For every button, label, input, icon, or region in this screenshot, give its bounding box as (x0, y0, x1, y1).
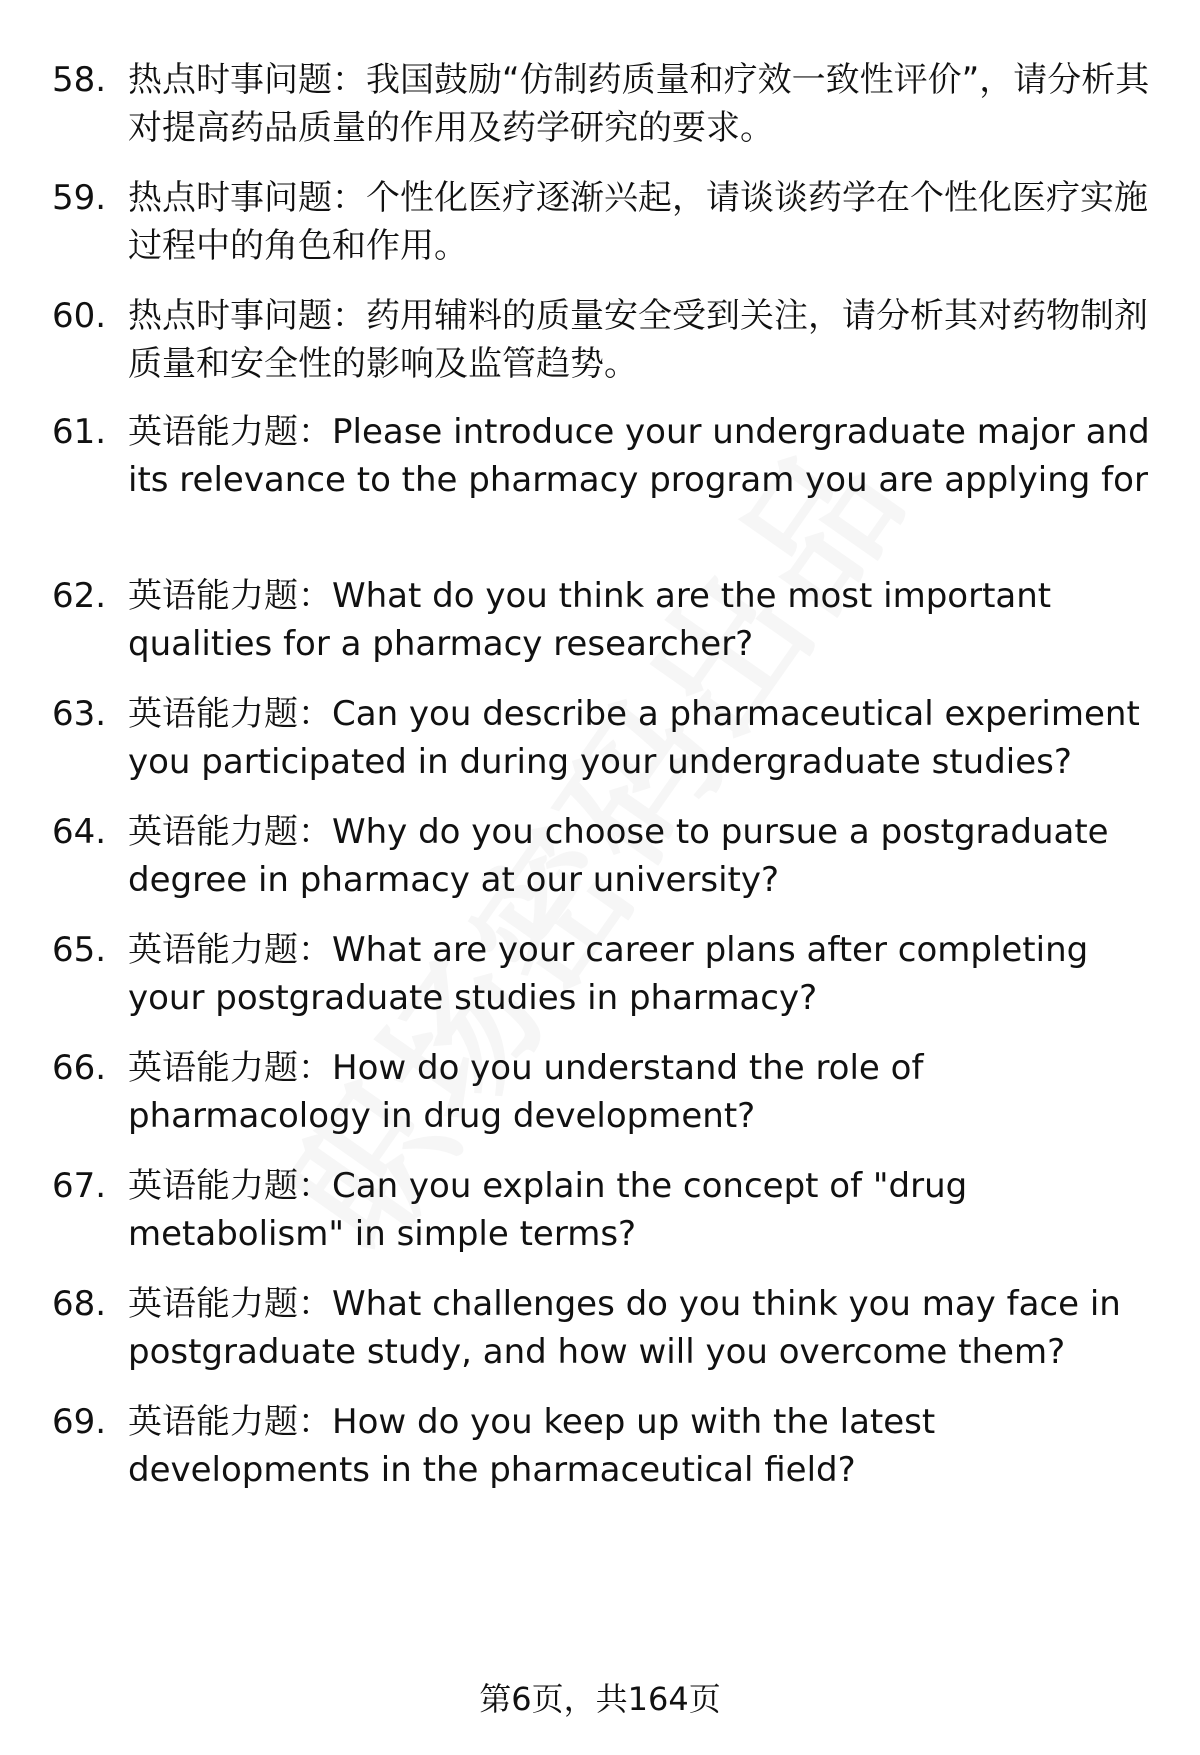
question-text: Why do you choose to pursue a postgraduate degree in pharmacy at our university? (128, 812, 1109, 900)
question-number: 60. (52, 296, 107, 336)
question-number: 66. (52, 1048, 107, 1088)
question-body (128, 56, 1158, 152)
question-number: 61. (52, 412, 107, 452)
question-body (128, 1280, 1158, 1376)
question-text: Can you describe a pharmaceutical experiment you participated in during your undergraduate studies? (128, 694, 1140, 782)
question-body (128, 1044, 1158, 1140)
question-number: 65. (52, 930, 107, 970)
question-text: What are your career plans after completing your postgraduate studies in pharmacy? (128, 930, 1089, 1018)
question-category: 英语能力题： (128, 576, 332, 616)
question-body (128, 1398, 1158, 1494)
question-text: 药用辅料的质量安全受到关注，请分析其对药物制剂质量和安全性的影响及监管趋势。 (128, 296, 1148, 384)
question-text: 个性化医疗逐渐兴起，请谈谈药学在个性化医疗实施过程中的角色和作用。 (128, 178, 1148, 266)
question-body (128, 926, 1158, 1022)
question-category: 热点时事问题： (128, 60, 366, 100)
question-number: 68. (52, 1284, 107, 1324)
question-category: 英语能力题： (128, 694, 332, 734)
question-text: How do you keep up with the latest developments in the pharmaceutical field? (128, 1402, 936, 1490)
question-body (128, 808, 1158, 904)
question-category: 热点时事问题： (128, 296, 366, 336)
question-text: Please introduce your undergraduate major and its relevance to the pharmacy program you are applying for (128, 412, 1150, 500)
question-body (128, 1162, 1158, 1258)
question-category: 英语能力题： (128, 1166, 332, 1206)
question-number: 59. (52, 178, 107, 218)
question-body (128, 572, 1158, 668)
question-text: 我国鼓励“仿制药质量和疗效一致性评价”，请分析其对提高药品质量的作用及药学研究的要求。 (128, 60, 1150, 148)
question-number: 69. (52, 1402, 107, 1442)
question-category: 英语能力题： (128, 1402, 332, 1442)
question-text: How do you understand the role of pharmacology in drug development? (128, 1048, 924, 1136)
question-category: 英语能力题： (128, 1048, 332, 1088)
question-text: What challenges do you think you may face in postgraduate study, and how will you overcome them? (128, 1284, 1121, 1372)
question-number: 62. (52, 576, 107, 616)
question-body (128, 292, 1158, 388)
question-text: Can you explain the concept of "drug metabolism" in simple terms? (128, 1166, 968, 1254)
question-number: 64. (52, 812, 107, 852)
question-category: 热点时事问题： (128, 178, 366, 218)
page-footer (0, 1675, 1200, 1723)
question-number: 63. (52, 694, 107, 734)
question-category: 英语能力题： (128, 412, 332, 452)
question-body (128, 408, 1158, 504)
question-text: What do you think are the most important qualities for a pharmacy researcher? (128, 576, 1052, 664)
question-body (128, 174, 1158, 270)
question-category: 英语能力题： (128, 930, 332, 970)
question-category: 英语能力题： (128, 812, 332, 852)
question-number: 58. (52, 60, 107, 100)
page-number-label: 第6页，共164页 (479, 1680, 721, 1718)
question-category: 英语能力题： (128, 1284, 332, 1324)
question-number: 67. (52, 1166, 107, 1206)
question-body (128, 690, 1158, 786)
